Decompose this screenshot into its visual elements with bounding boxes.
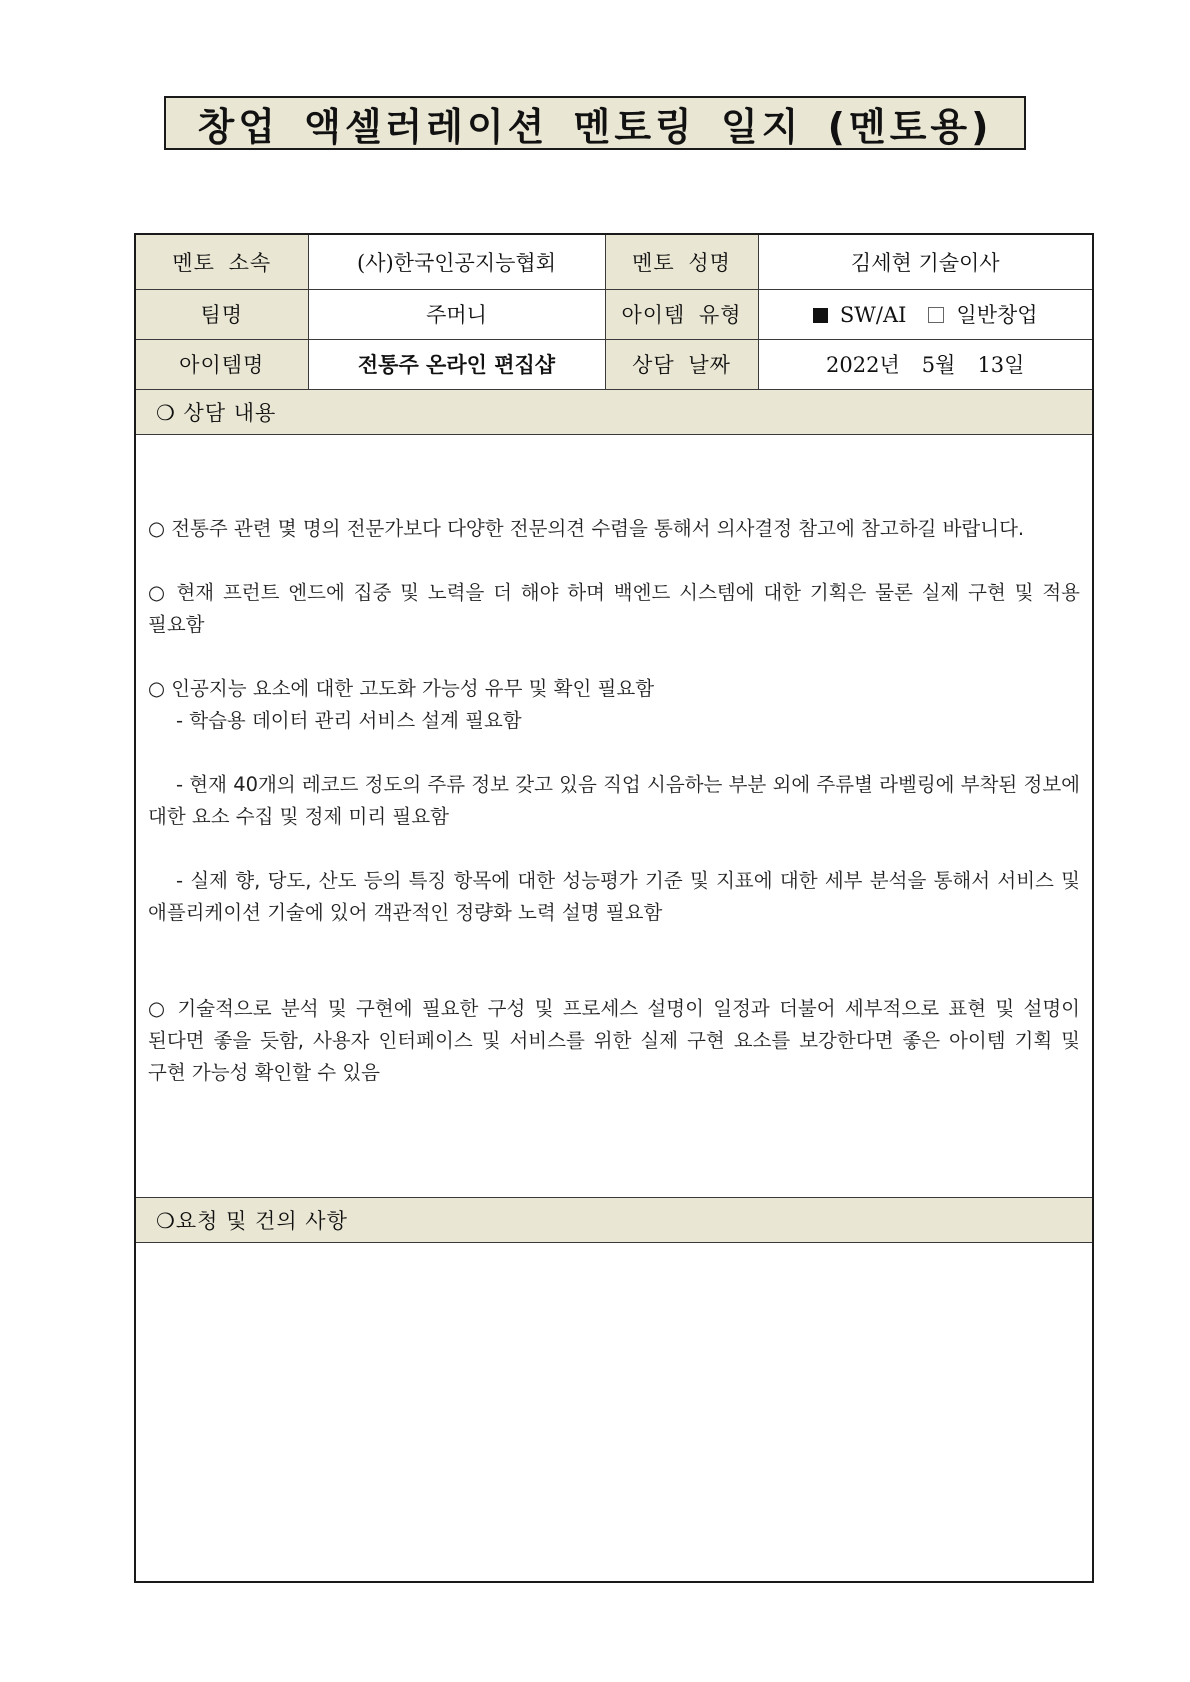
general-startup-checkbox[interactable] xyxy=(928,307,944,323)
mentoring-log-table xyxy=(134,233,1094,1583)
item-type-options xyxy=(758,289,1093,339)
request-content[interactable] xyxy=(135,1242,1093,1582)
item-type-label: 아이템 유형 xyxy=(605,289,758,339)
request-header xyxy=(135,1197,1093,1242)
date-value xyxy=(758,339,1093,389)
consultation-paragraph-4: ○ 기술적으로 분석 및 구현에 필요한 구성 및 프로세스 설명이 일정과 더불어 세부적으로 표현 및 설명이 된다면 좋을 듯함, 사용자 인터페이스 및 서비스를 위한 실제 구현 요소를 보강한다면 좋은 아이템 기획 및 구현 가능성 확인할 수 있음 xyxy=(148,996,1080,1084)
item-name-label: 아이템명 xyxy=(135,339,308,389)
team-label: 팀명 xyxy=(135,289,308,339)
sw-ai-checkbox[interactable] xyxy=(813,308,828,323)
consultation-paragraph-2: ○ 현재 프런트 엔드에 집중 및 노력을 더 해야 하며 백엔드 시스템에 대한 기획은 물론 실제 구현 및 적용 필요함 xyxy=(148,580,1080,636)
consultation-sub-item-1: - 학습용 데이터 관리 서비스 설계 필요함 xyxy=(176,708,522,732)
date-day: 13일 xyxy=(977,353,1025,377)
sw-ai-option-label: SW/AI xyxy=(839,303,907,327)
mentor-org-label: 멘토 소속 xyxy=(135,234,308,289)
mentor-name-value: 김세현 기술이사 xyxy=(758,234,1093,289)
consultation-paragraph-1: ○ 전통주 관련 몇 명의 전문가보다 다양한 전문의견 수렴을 통해서 의사결정 참고에 참고하길 바랍니다. xyxy=(148,516,1025,540)
consultation-paragraph-3: ○ 인공지능 요소에 대한 고도화 가능성 유무 및 확인 필요함 xyxy=(148,676,655,700)
consultation-sub-item-2: - 현재 40개의 레코드 정도의 주류 정보 갖고 있음 직업 시음하는 부분 외에 주류별 라벨링에 부착된 정보에 대한 요소 수집 및 정제 미리 필요함 xyxy=(148,772,1080,828)
consultation-circle-icon: ❍ xyxy=(156,400,176,425)
consultation-sub-item-3: - 실제 향, 당도, 산도 등의 특징 항목에 대한 성능평가 기준 및 지표에 대한 세부 분석을 통해서 서비스 및 애플리케이션 기술에 있어 객관적인 정량화 노력 설명 필요함 xyxy=(148,868,1080,924)
consultation-content xyxy=(135,434,1093,1197)
mentor-name-label: 멘토 성명 xyxy=(605,234,758,289)
date-month: 5월 xyxy=(921,353,956,377)
request-circle-icon: ❍ xyxy=(156,1208,176,1233)
request-header-label: 요청 및 건의 사항 xyxy=(175,1208,348,1233)
general-startup-option-label: 일반창업 xyxy=(956,303,1038,327)
consultation-header-label: 상담 내용 xyxy=(183,400,277,425)
team-value: 주머니 xyxy=(308,289,605,339)
item-name-value: 전통주 온라인 편집샵 xyxy=(308,339,605,389)
date-label: 상담 날짜 xyxy=(605,339,758,389)
document-title: 창업 액셀러레이션 멘토링 일지 (멘토용) xyxy=(164,96,1026,150)
consultation-header xyxy=(135,389,1093,434)
date-year: 2022년 xyxy=(826,353,900,377)
mentor-org-value: (사)한국인공지능협회 xyxy=(308,234,605,289)
